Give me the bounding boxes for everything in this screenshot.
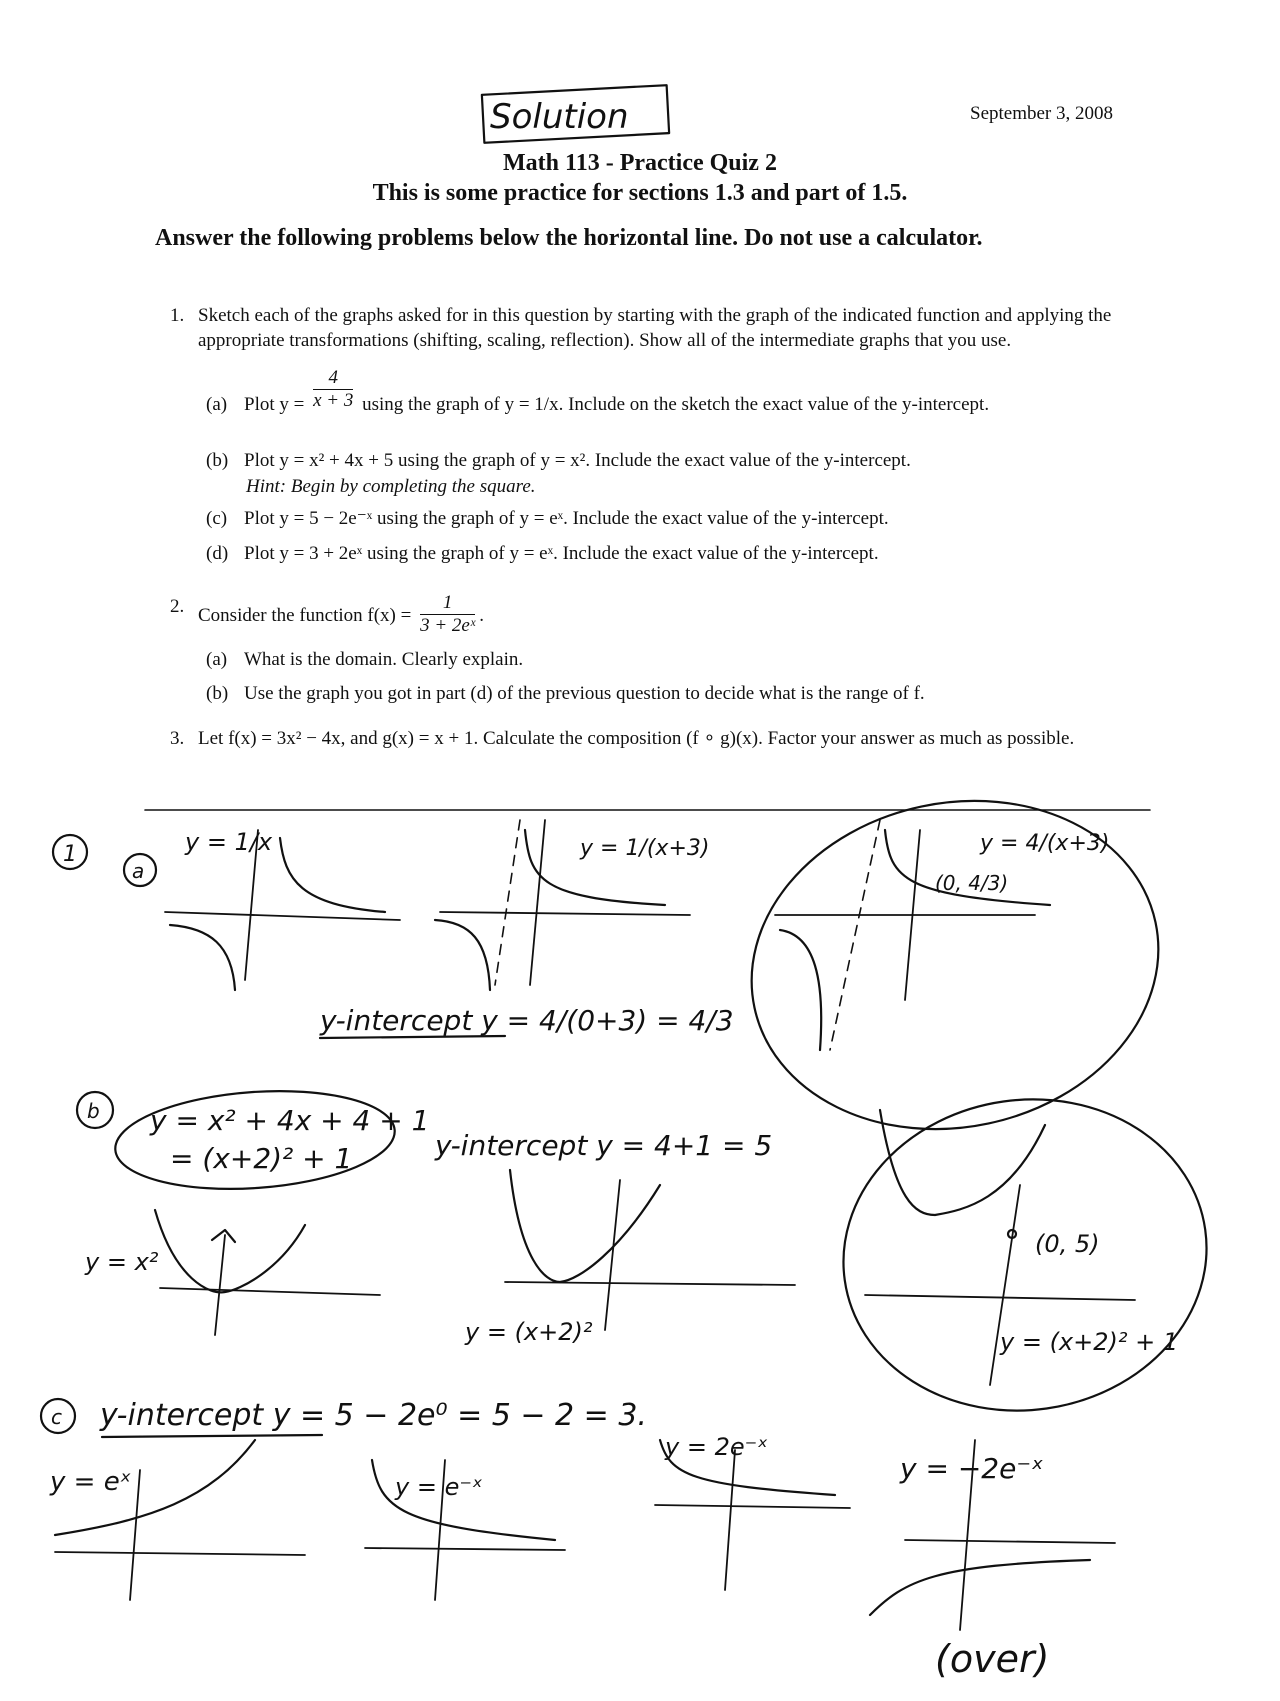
b1-label: y = x² xyxy=(85,1248,159,1276)
problem-2-denominator: 3 + 2eˣ xyxy=(420,615,476,636)
problem-2b-label: (b) xyxy=(206,683,229,704)
a-intercept: y-intercept y = 4/(0+3) = 4/3 xyxy=(320,1004,734,1037)
problem-2a-label: (a) xyxy=(206,649,228,670)
problem-1a-denominator: x + 3 xyxy=(313,390,354,412)
solution-stamp: Solution xyxy=(490,97,629,137)
b1-x-axis xyxy=(160,1288,380,1295)
problem-2-post: . xyxy=(479,604,484,626)
problem-1d-text: Plot y = 3 + 2eˣ using the graph of y = eˣ. Include the exact value of the y-intercept. xyxy=(244,543,879,564)
b-line-2: = (x+2)² + 1 xyxy=(170,1142,353,1175)
instructions: Answer the following problems below the horizontal line. Do not use a calculator. xyxy=(155,225,983,251)
c3-label: y = 2e⁻ˣ xyxy=(665,1433,768,1461)
part-1-label: 1 xyxy=(63,842,77,867)
problem-2-number: 2. xyxy=(170,596,185,617)
c4-label: y = −2e⁻ˣ xyxy=(900,1452,1044,1485)
problem-2a-text: What is the domain. Clearly explain. xyxy=(244,649,524,670)
problem-1b-label: (b) xyxy=(206,450,229,471)
c-intercept: y-intercept y = 5 − 2e⁰ = 5 − 2 = 3. xyxy=(100,1398,647,1433)
a1-curve-right xyxy=(280,838,385,912)
c2-label: y = e⁻ˣ xyxy=(395,1473,483,1501)
c4-curve xyxy=(870,1560,1090,1615)
part-a-label: a xyxy=(132,859,145,883)
a2-curve-left xyxy=(435,920,490,990)
b1-y-axis xyxy=(215,1235,225,1335)
a2-asymptote xyxy=(495,820,520,985)
b-line-1: y = x² + 4x + 4 + 1 xyxy=(150,1104,430,1137)
page-subtitle: This is some practice for sections 1.3 and part of 1.5. xyxy=(372,180,908,206)
c3-y-axis xyxy=(725,1450,735,1590)
problem-2-pre: Consider the function f(x) = xyxy=(198,604,412,626)
a3-asymptote xyxy=(830,820,880,1050)
b-completing-square-circle xyxy=(112,1082,398,1197)
b1-parabola xyxy=(155,1210,305,1292)
c4-x-axis xyxy=(905,1540,1115,1543)
problem-1b-hint: Hint: Begin by completing the square. xyxy=(246,476,536,497)
c2-x-axis xyxy=(365,1548,565,1550)
over-note: (over) xyxy=(935,1637,1050,1681)
a2-y-axis xyxy=(530,820,545,985)
problem-1c-label: (c) xyxy=(206,508,228,529)
a3-curve-left xyxy=(780,930,821,1050)
problem-1a-label: (a) xyxy=(206,394,228,415)
b3-x-axis xyxy=(865,1295,1135,1300)
a1-x-axis xyxy=(165,912,400,920)
b1-y-arrow xyxy=(212,1230,235,1242)
b2-parabola xyxy=(510,1170,660,1282)
b3-point-label: (0, 5) xyxy=(1035,1230,1100,1258)
problem-1a-numerator: 4 xyxy=(328,367,338,389)
date: September 3, 2008 xyxy=(970,103,1114,124)
a3-circle xyxy=(721,764,1189,1166)
a1-label: y = 1/x xyxy=(185,828,273,856)
c1-y-axis xyxy=(130,1470,140,1600)
c-intercept-underline xyxy=(102,1435,322,1437)
problem-1a-post: using the graph of y = 1/x. Include on the sketch the exact value of the y-intercept. xyxy=(362,394,990,415)
problem-2-numerator: 1 xyxy=(442,592,453,613)
b2-y-axis xyxy=(605,1180,620,1330)
b3-parabola xyxy=(880,1110,1045,1215)
problem-1c-text: Plot y = 5 − 2e⁻ˣ using the graph of y = eˣ. Include the exact value of the y-intercept. xyxy=(244,508,889,529)
b2-label: y = (x+2)² xyxy=(465,1318,593,1346)
a3-label: y = 4/(x+3) xyxy=(980,831,1110,856)
page-title: Math 113 - Practice Quiz 2 xyxy=(503,150,777,176)
problem-1-number: 1. xyxy=(170,305,185,326)
problem-1d-label: (d) xyxy=(206,543,229,564)
c3-x-axis xyxy=(655,1505,850,1508)
a1-curve-left xyxy=(170,925,235,990)
b3-label: y = (x+2)² + 1 xyxy=(1000,1328,1179,1356)
a2-label: y = 1/(x+3) xyxy=(580,836,710,861)
problem-2b-text: Use the graph you got in part (d) of the previous question to decide what is the range of f. xyxy=(244,683,925,704)
problem-3-number: 3. xyxy=(170,728,185,749)
problem-1-text: Sketch each of the graphs asked for in this question by starting with the graph of the indicated function and applying the appropriate transformations (shifting, scaling, reflection). Show all of the intermediate graphs that you use. xyxy=(198,305,1112,351)
a3-point-label: (0, 4/3) xyxy=(935,871,1009,895)
a2-x-axis xyxy=(440,912,690,915)
b-intercept: y-intercept y = 4+1 = 5 xyxy=(435,1129,773,1162)
part-c-label: c xyxy=(51,1405,62,1429)
problem-1a-pre: Plot y = xyxy=(244,394,305,415)
b2-x-axis xyxy=(505,1282,795,1285)
part-b-label: b xyxy=(87,1099,100,1123)
problem-1b-text: Plot y = x² + 4x + 5 using the graph of y = x². Include the exact value of the y-intercept. xyxy=(244,450,911,471)
c1-x-axis xyxy=(55,1552,305,1555)
c1-label: y = eˣ xyxy=(50,1467,132,1497)
problem-3-text: Let f(x) = 3x² − 4x, and g(x) = x + 1. Calculate the composition (f ∘ g)(x). Factor your answer as much as possible. xyxy=(198,728,1075,749)
